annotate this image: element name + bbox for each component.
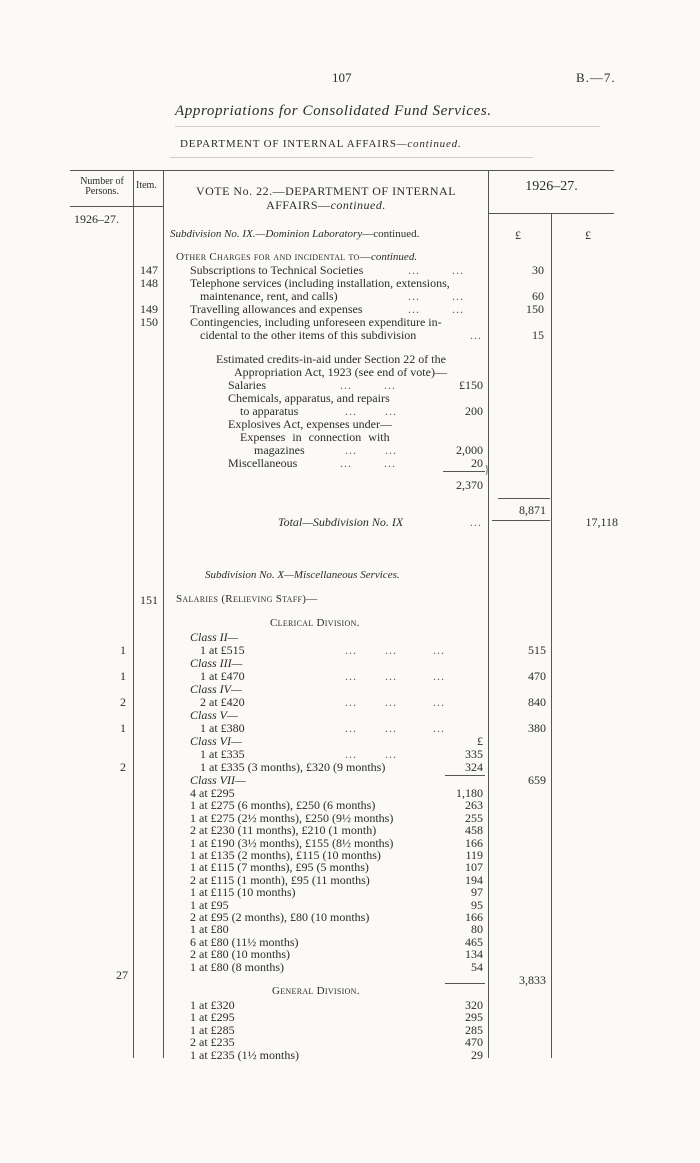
salary-amount: 470 [528, 669, 546, 683]
title-rule [175, 126, 600, 127]
class-vii-total: 3,833 [519, 973, 546, 987]
class-label: Class V— [190, 708, 238, 722]
salary-line: 1 at £295 [190, 1010, 235, 1025]
leader-dots: ... ... ... [345, 695, 445, 709]
salary-line: 1 at £335 [200, 747, 245, 761]
salary-amount: 263 [465, 798, 483, 813]
subdivision-ix-continued: —continued. [362, 228, 420, 240]
salary-amount: 97 [471, 885, 483, 900]
salary-line: 1 at £285 [190, 1022, 235, 1037]
leader-dots: ... [470, 328, 482, 342]
credit-label-continued: magazines [254, 443, 305, 457]
class-vii-rule [445, 983, 485, 984]
salary-amount: 324 [465, 760, 483, 774]
total-subdivision-ix-amount: 17,118 [585, 515, 618, 529]
salary-amount: 166 [465, 835, 483, 850]
persons-count: 2 [120, 760, 126, 774]
pound-sign: £ [477, 734, 483, 748]
leader-dots: ... ... ... [345, 669, 445, 683]
department-rule [170, 157, 533, 158]
subtotal-underline [492, 520, 550, 521]
salary-amount: 134 [465, 947, 483, 962]
leader-dots: ... ... [340, 378, 396, 392]
item-description-continued: cidental to the other items of this subdivision [200, 328, 417, 342]
credit-label-continued: to apparatus [240, 404, 299, 418]
item-description: Travelling allowances and expenses [190, 302, 363, 316]
credit-amount: 20 [471, 456, 483, 470]
salary-line: 1 at £190 (3½ months), £155 (8½ months) [190, 835, 394, 850]
number-of-persons-header: Number of Persons. [80, 176, 124, 197]
vote-title-line1: VOTE No. 22.—DEPARTMENT OF INTERNAL [195, 184, 457, 198]
salary-amount: 465 [465, 934, 483, 949]
item-description: Subscriptions to Technical Societies [190, 263, 364, 277]
department-continued: —continued. [396, 138, 462, 150]
salary-line: 2 at £235 [190, 1035, 235, 1050]
salary-amount: 194 [465, 872, 483, 887]
item-number: 148 [140, 276, 158, 290]
salary-line: 1 at £80 [190, 922, 229, 937]
persons-count: 27 [116, 968, 128, 982]
vote-title-line2 [165, 198, 487, 213]
salary-line: 2 at £230 (11 months), £210 (1 month) [190, 823, 377, 838]
leader-dots: ... ... [408, 263, 464, 277]
other-charges-heading [176, 251, 417, 263]
class-label: Class IV— [190, 682, 242, 696]
department-heading [180, 138, 462, 150]
subtotal-rule [498, 498, 550, 499]
class-label: Class VII— [190, 773, 246, 787]
salary-line: 1 at £115 (7 months), £95 (5 months) [190, 860, 369, 875]
salary-amount: 458 [465, 823, 483, 838]
salary-amount: 285 [465, 1022, 483, 1037]
salary-amount: 1,180 [456, 786, 483, 800]
salary-amount: 119 [465, 848, 483, 862]
persons-count: 2 [120, 695, 126, 709]
credits-in-aid-heading: Estimated credits-in-aid under Section 22 of the [216, 352, 446, 366]
year-header: 1926–27. [525, 179, 578, 194]
salary-amount: 320 [465, 998, 483, 1012]
class-vi-total: 659 [528, 773, 546, 787]
leader-dots: ... ... [408, 302, 464, 316]
salary-amount: 255 [465, 810, 483, 825]
item-description: Contingencies, including unforeseen expenditure in- [190, 315, 442, 329]
leader-dots: ... ... [340, 456, 396, 470]
table-top-rule [70, 170, 614, 171]
document-reference: B.—7. [576, 70, 616, 85]
persons-header-rule [70, 206, 164, 207]
department-name: DEPARTMENT OF INTERNAL AFFAIRS [180, 138, 397, 150]
vote-continued: continued. [330, 198, 386, 212]
salary-amount: 380 [528, 721, 546, 735]
subdivision-ix-name: Dominion Laboratory [265, 228, 363, 240]
leader-dots: ... ... ... [345, 721, 445, 735]
credit-label: Chemicals, apparatus, and repairs [228, 391, 390, 405]
salary-amount: 470 [465, 1035, 483, 1050]
salary-amount: 29 [471, 1047, 483, 1062]
item-amount: 15 [532, 328, 544, 342]
salary-amount: 840 [528, 695, 546, 709]
subdivision-ix-heading [170, 228, 419, 240]
total-column-divider [551, 213, 552, 1058]
salary-line: 1 at £515 [200, 643, 245, 657]
leader-dots: ... [470, 515, 482, 529]
salary-line: 2 at £95 (2 months), £80 (10 months) [190, 910, 370, 924]
salaries-heading: Salaries (Relieving Staff)— [176, 593, 318, 605]
item-column-divider [163, 170, 164, 1058]
item-amount: 60 [532, 289, 544, 303]
credits-total: 2,370 [456, 478, 483, 492]
credit-label: Miscellaneous [228, 456, 298, 470]
credits-in-aid-heading-continued: Appropriation Act, 1923 (see end of vote)— [234, 365, 447, 379]
salary-line: 2 at £420 [200, 695, 245, 709]
salary-line: 1 at £235 (1½ months) [190, 1047, 299, 1062]
persons-year-label: 1926–27. [74, 212, 119, 226]
general-division-heading: General Division. [272, 985, 360, 997]
subtotal-amount: 8,871 [519, 503, 546, 517]
page-number: 107 [332, 70, 352, 85]
item-number: 147 [140, 263, 158, 277]
salary-amount: 80 [471, 922, 483, 937]
salary-line: 2 at £80 (10 months) [190, 947, 290, 962]
salary-line: 1 at £335 (3 months), £320 (9 months) [200, 760, 386, 774]
pound-sign-amount: £ [515, 228, 521, 242]
class-vi-rule [445, 775, 485, 776]
salary-amount: 515 [528, 643, 546, 657]
credit-label: Explosives Act, expenses under— [228, 417, 392, 431]
subdivision-x-heading: Subdivision No. X—Miscellaneous Services. [205, 569, 400, 581]
salary-amount: 107 [465, 860, 483, 875]
clerical-division-heading: Clerical Division. [270, 617, 360, 629]
item-number: 149 [140, 302, 158, 316]
credit-label: Salaries [228, 378, 266, 392]
salary-line: 1 at £275 (2½ months), £250 (9½ months) [190, 810, 394, 825]
salary-amount: 335 [465, 747, 483, 761]
salary-amount: 54 [471, 959, 483, 974]
credit-amount: 2,000 [456, 443, 483, 457]
item-amount: 30 [532, 263, 544, 277]
total-subdivision-ix-label: Total—Subdivision No. IX [278, 515, 404, 529]
salary-line: 1 at £95 [190, 897, 229, 912]
salary-amount: 166 [465, 910, 483, 924]
salary-amount: 95 [471, 897, 483, 912]
persons-count: 1 [120, 669, 126, 683]
item-description: Telephone services (including installation, extensions, [190, 276, 450, 290]
salary-line: 1 at £80 (8 months) [190, 959, 284, 974]
credit-label: Expenses in connection with [240, 430, 390, 444]
leader-dots: ... ... [408, 289, 464, 303]
salary-line: 1 at £135 (2 months), £115 (10 months) [190, 848, 381, 862]
class-label: Class III— [190, 656, 243, 670]
class-label: Class VI— [190, 734, 242, 748]
credit-amount: £150 [459, 378, 483, 392]
salary-line: 2 at £115 (1 month), £95 (11 months) [190, 872, 370, 887]
salary-line: 1 at £380 [200, 721, 245, 735]
salary-line: 1 at £320 [190, 998, 235, 1012]
page-title: Appropriations for Consolidated Fund Services. [175, 103, 492, 119]
credit-amount: 200 [465, 404, 483, 418]
subdivision-ix-number: Subdivision No. IX.— [170, 228, 266, 240]
class-label: Class II— [190, 630, 239, 644]
item-header: Item. [136, 180, 157, 191]
salary-line: 6 at £80 (11½ months) [190, 934, 299, 949]
other-charges-label: Other Charges for and incidental to— [176, 251, 371, 263]
item-number: 150 [140, 315, 158, 329]
leader-dots: ... ... ... [345, 643, 445, 657]
leader-dots: ... ... [345, 747, 397, 761]
credits-bracket: } [484, 462, 490, 476]
item-amount: 150 [526, 302, 544, 316]
salary-line: 1 at £115 (10 months) [190, 885, 296, 900]
leader-dots: ... ... [345, 443, 397, 457]
amount-column-divider [488, 170, 489, 1058]
leader-dots: ... ... [345, 404, 397, 418]
salary-line: 1 at £470 [200, 669, 245, 683]
salary-amount: 295 [465, 1010, 483, 1025]
persons-count: 1 [120, 721, 126, 735]
item-number: 151 [140, 593, 158, 607]
pound-sign-total: £ [585, 228, 591, 242]
persons-count: 1 [120, 643, 126, 657]
persons-column-divider [133, 170, 134, 1058]
salary-line: 1 at £275 (6 months), £250 (6 months) [190, 798, 376, 813]
credits-sum-rule [443, 471, 485, 472]
item-description-continued: maintenance, rent, and calls) [200, 289, 338, 303]
salary-line: 4 at £295 [190, 786, 235, 800]
other-charges-continued: continued. [370, 251, 418, 263]
vote-affairs: AFFAIRS— [266, 198, 331, 212]
